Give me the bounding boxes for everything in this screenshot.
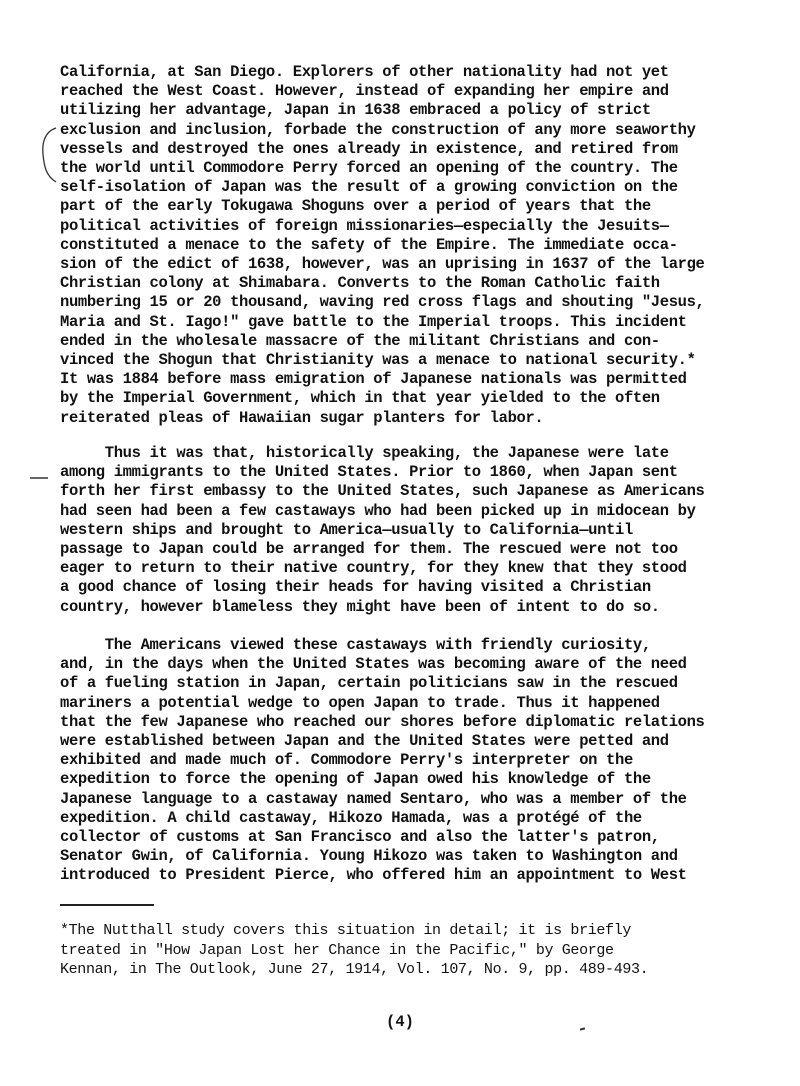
text-line: Thus it was that, historically speaking, the Japanese were late	[60, 444, 669, 462]
text-line: Japanese language to a castaway named Sentaro, who was a member of the	[60, 789, 687, 808]
text-line: introduced to President Pierce, who offered him an appointment to West	[60, 866, 687, 885]
text-line: exhibited and made much of. Commodore Perry's interpreter on the	[60, 751, 633, 770]
text-line: vinced the Shogun that Christianity was a menace to national security.*	[60, 351, 696, 370]
text-line: mariners a potential wedge to open Japan to trade. Thus it happened	[60, 693, 660, 712]
footnote-rule	[60, 904, 154, 906]
text-line: The Americans viewed these castaways with friendly curiosity,	[60, 636, 651, 654]
text-line: western ships and brought to America—usually to California—until	[60, 520, 633, 539]
text-line: a good chance of losing their heads for having visited a Christian	[60, 578, 651, 597]
text-line: of a fueling station in Japan, certain politicians saw in the rescued	[60, 674, 678, 693]
page-number: (4)	[386, 1013, 414, 1031]
text-line: treated in "How Japan Lost her Chance in the Pacific," by George	[60, 941, 614, 959]
text-line: Christian colony at Shimabara. Converts to the Roman Catholic faith	[60, 274, 660, 293]
text-line: self-isolation of Japan was the result of a growing conviction on the	[60, 178, 678, 197]
text-line: were established between Japan and the United States were petted and	[60, 732, 669, 751]
text-line: Senator Gwin, of California. Young Hikozo was taken to Washington and	[60, 847, 678, 866]
text-line: California, at San Diego. Explorers of other nationality had not yet	[60, 63, 669, 81]
text-line: and, in the days when the United States was becoming aware of the need	[60, 655, 687, 674]
text-line: Kennan, in The Outlook, June 27, 1914, Vol. 107, No. 9, pp. 489-493.	[60, 961, 649, 978]
text-line: among immigrants to the United States. Prior to 1860, when Japan sent	[60, 463, 678, 482]
paragraph-3	[60, 636, 760, 886]
text-line: collector of customs at San Francisco and also the latter's patron,	[60, 828, 660, 847]
text-line: had seen had been a few castaways who had been picked up in midocean by	[60, 501, 696, 520]
text-line: exclusion and inclusion, forbade the construction of any more seaworthy	[60, 120, 696, 139]
text-line: eager to return to their native country, for they knew that they stood	[60, 559, 687, 578]
text-line: vessels and destroyed the ones already in existence, and retired from	[60, 139, 678, 158]
text-line: that the few Japanese who reached our shores before diplomatic relations	[60, 712, 705, 731]
text-line: constituted a menace to the safety of the Empire. The immediate occa-	[60, 235, 678, 254]
text-line: ended in the wholesale massacre of the militant Christians and con-	[60, 331, 660, 350]
text-line: Maria and St. Iago!" gave battle to the Imperial troops. This incident	[60, 312, 687, 331]
text-line: part of the early Tokugawa Shoguns over a period of years that the	[60, 197, 651, 216]
text-line: It was 1884 before mass emigration of Japanese nationals was permitted	[60, 370, 687, 389]
text-line: political activities of foreign missionaries—especially the Jesuits—	[60, 216, 669, 235]
paragraph-1	[60, 63, 760, 428]
text-line: expedition to force the opening of Japan owed his knowledge of the	[60, 770, 651, 789]
text-line: *The Nutthall study covers this situation in detail; it is briefly	[60, 922, 631, 939]
text-line: expedition. A child castaway, Hikozo Hamada, was a protégé of the	[60, 808, 642, 827]
text-line: country, however blameless they might have been of intent to do so.	[60, 597, 660, 616]
text-line: numbering 15 or 20 thousand, waving red cross flags and shouting "Jesus,	[60, 293, 705, 312]
text-line: passage to Japan could be arranged for them. The rescued were not too	[60, 540, 678, 559]
margin-dash-mark	[30, 477, 48, 479]
text-line: reached the West Coast. However, instead of expanding her empire and	[60, 82, 669, 101]
text-line: sion of the edict of 1638, however, was an uprising in 1637 of the large	[60, 255, 705, 274]
margin-bracket-mark	[36, 126, 58, 184]
paragraph-2	[60, 444, 760, 617]
text-line: forth her first embassy to the United States, such Japanese as Americans	[60, 482, 705, 501]
text-line: reiterated pleas of Hawaiian sugar planters for labor.	[60, 408, 544, 427]
text-line: the world until Commodore Perry forced an opening of the country. The	[60, 159, 678, 178]
footnote	[60, 921, 760, 980]
text-line: utilizing her advantage, Japan in 1638 embraced a policy of strict	[60, 101, 651, 120]
text-line: by the Imperial Government, which in that year yielded to the often	[60, 389, 660, 408]
